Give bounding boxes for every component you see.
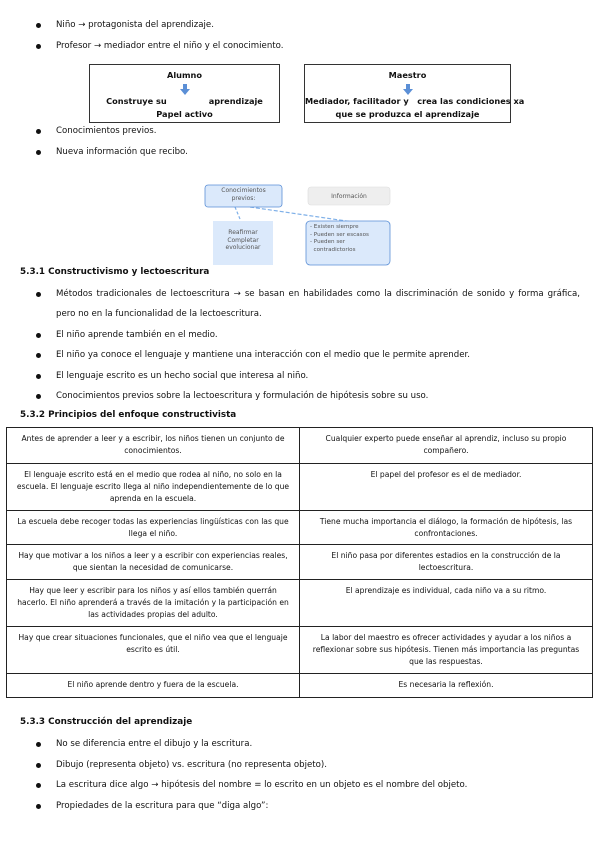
table-cell: Cualquier experto puede enseñar al aprendiz, incluso su propio compañero. xyxy=(300,428,593,464)
bullet-text: Conocimientos previos. xyxy=(56,126,157,136)
table-cell: El niño aprende dentro y fuera de la escuela. xyxy=(7,674,300,698)
list-item xyxy=(34,325,580,345)
bullet-dot-icon xyxy=(36,394,41,399)
table-cell: Hay que motivar a los niños a leer y a escribir con experiencias reales, que sientan la necesidad de comunicarse. xyxy=(7,545,300,580)
alumno-line-1 xyxy=(90,95,279,108)
list-item xyxy=(34,36,574,57)
bullet-text: Dibujo (representa objeto) vs. escritura (no representa objeto). xyxy=(56,759,328,770)
bullet-dot-icon xyxy=(36,150,41,155)
bullet-dot-icon xyxy=(36,804,41,809)
bullet-text: No se diferencia entre el dibujo y la escritura. xyxy=(56,739,253,749)
list-item xyxy=(34,284,580,325)
section-heading-531: 5.3.1 Constructivismo y lectoescritura xyxy=(20,267,210,277)
top-bullet-list xyxy=(34,15,574,56)
list-item xyxy=(34,142,574,163)
table-row xyxy=(7,545,593,580)
bullet-text: Niño → protagonista del aprendizaje. xyxy=(56,20,214,30)
table-cell: Hay que leer y escribir para los niños y así ellos también querrán hacerlo. El niño aprenderá a través de la imitación y la participación en las actividades propias del adulto. xyxy=(7,580,300,627)
table-row xyxy=(7,627,593,674)
alumno-line-1-right: aprendizaje xyxy=(208,96,263,106)
bullet-text: La escritura dice algo → hipótesis del nombre = lo escrito en un objeto es el nombre del objeto. xyxy=(56,780,468,791)
traits-label: - Existen siempre - Pueden ser escasos - Pueden ser contradictorios xyxy=(310,224,369,253)
table-cell: La labor del maestro es ofrecer actividades y ayudar a los niños a reflexionar sobre sus hipótesis. Tienen más importancia las preguntas que las respuestas. xyxy=(300,627,593,674)
table-row xyxy=(7,580,593,627)
table-row xyxy=(7,674,593,698)
bullet-dot-icon xyxy=(36,333,41,338)
bullet-text: El niño ya conoce el lenguaje y mantiene una interacción con el medio que le permite aprender. xyxy=(56,350,470,361)
bullet-dot-icon xyxy=(36,129,41,134)
prior-knowledge-label: Conocimientos previos: xyxy=(221,187,266,202)
list-item xyxy=(34,15,574,36)
table-cell: Es necesaria la reflexión. xyxy=(300,674,593,698)
principles-table xyxy=(6,427,593,698)
section-531-bullet-list xyxy=(34,284,580,406)
bullet-text: Conocimientos previos sobre la lectoescritura y formulación de hipótesis sobre su uso. xyxy=(56,391,429,402)
section-533-bullet-list xyxy=(34,734,580,816)
alumno-line-1-left: Construye su xyxy=(106,96,167,106)
list-item xyxy=(34,345,580,365)
bullet-dot-icon xyxy=(36,763,41,768)
confirm-label: Reafirmar Completar evolucionar xyxy=(225,229,261,251)
list-item xyxy=(34,366,580,386)
arrow-down-icon xyxy=(180,84,190,95)
list-item xyxy=(34,734,580,755)
bullet-dot-icon xyxy=(36,23,41,28)
table-cell: El niño pasa por diferentes estadios en la construcción de la lectoescritura. xyxy=(300,545,593,580)
maestro-line-2: que se produzca el aprendizaje xyxy=(335,109,480,119)
bullet-text: El lenguaje escrito es un hecho social que interesa al niño. xyxy=(56,370,309,381)
bullet-dot-icon xyxy=(36,374,41,379)
section-heading-532: 5.3.2 Principios del enfoque constructivista xyxy=(20,410,237,420)
list-item xyxy=(34,775,580,796)
bullet-dot-icon xyxy=(36,292,41,297)
table-row xyxy=(7,464,593,511)
table-cell: Tiene mucha importancia el diálogo, la formación de hipótesis, las confrontaciones. xyxy=(300,511,593,545)
maestro-concept-box xyxy=(304,64,525,123)
bullet-text: Métodos tradicionales de lectoescritura → se basan en habilidades como la discriminación de sonido y forma gráfica, pero no en la funcionalidad de la lectoescritura. xyxy=(56,289,580,320)
list-item xyxy=(34,755,580,776)
table-cell: El lenguaje escrito está en el medio que rodea al niño, no solo en la escuela. El lenguaje escrito llega al niño independientemente de lo que aprenda en la escuela. xyxy=(7,464,300,511)
section-heading-533: 5.3.3 Construcción del aprendizaje xyxy=(20,717,193,727)
alumno-line-2: Papel activo xyxy=(156,109,213,119)
bullet-text: Propiedades de la escritura para que “diga algo”: xyxy=(56,800,269,811)
table-cell: Hay que crear situaciones funcionales, que el niño vea que el lenguaje escrito es útil. xyxy=(7,627,300,674)
table-cell: Antes de aprender a leer y a escribir, los niños tienen un conjunto de conocimientos. xyxy=(7,428,300,464)
table-row xyxy=(7,428,593,464)
table-cell: El aprendizaje es individual, cada niño va a su ritmo. xyxy=(300,580,593,627)
table-cell: La escuela debe recoger todas las experiencias lingüísticas con las que llega el niño. xyxy=(7,511,300,545)
bullet-text: El niño aprende también en el medio. xyxy=(56,329,218,340)
bullet-dot-icon xyxy=(36,44,41,49)
list-item xyxy=(34,386,580,406)
maestro-title: Maestro xyxy=(388,70,427,80)
list-item xyxy=(34,121,574,142)
bullet-dot-icon xyxy=(36,783,41,788)
diagram-connector-line xyxy=(235,207,240,219)
alumno-title: Alumno xyxy=(167,70,202,80)
bullet-dot-icon xyxy=(36,353,41,358)
table-row xyxy=(7,511,593,545)
bullet-text: Nueva información que recibo. xyxy=(56,146,188,157)
bullet-dot-icon xyxy=(36,742,41,747)
list-item xyxy=(34,796,580,817)
table-cell: El papel del profesor es el de mediador. xyxy=(300,464,593,511)
mid-bullet-list xyxy=(34,121,574,162)
information-label: Información xyxy=(331,193,367,200)
alumno-concept-box xyxy=(89,64,280,123)
arrow-down-icon xyxy=(403,84,413,95)
maestro-line-1: Mediador, facilitador y crea las condiciones xa xyxy=(305,96,525,106)
bullet-text: Profesor → mediador entre el niño y el conocimiento. xyxy=(56,40,284,51)
